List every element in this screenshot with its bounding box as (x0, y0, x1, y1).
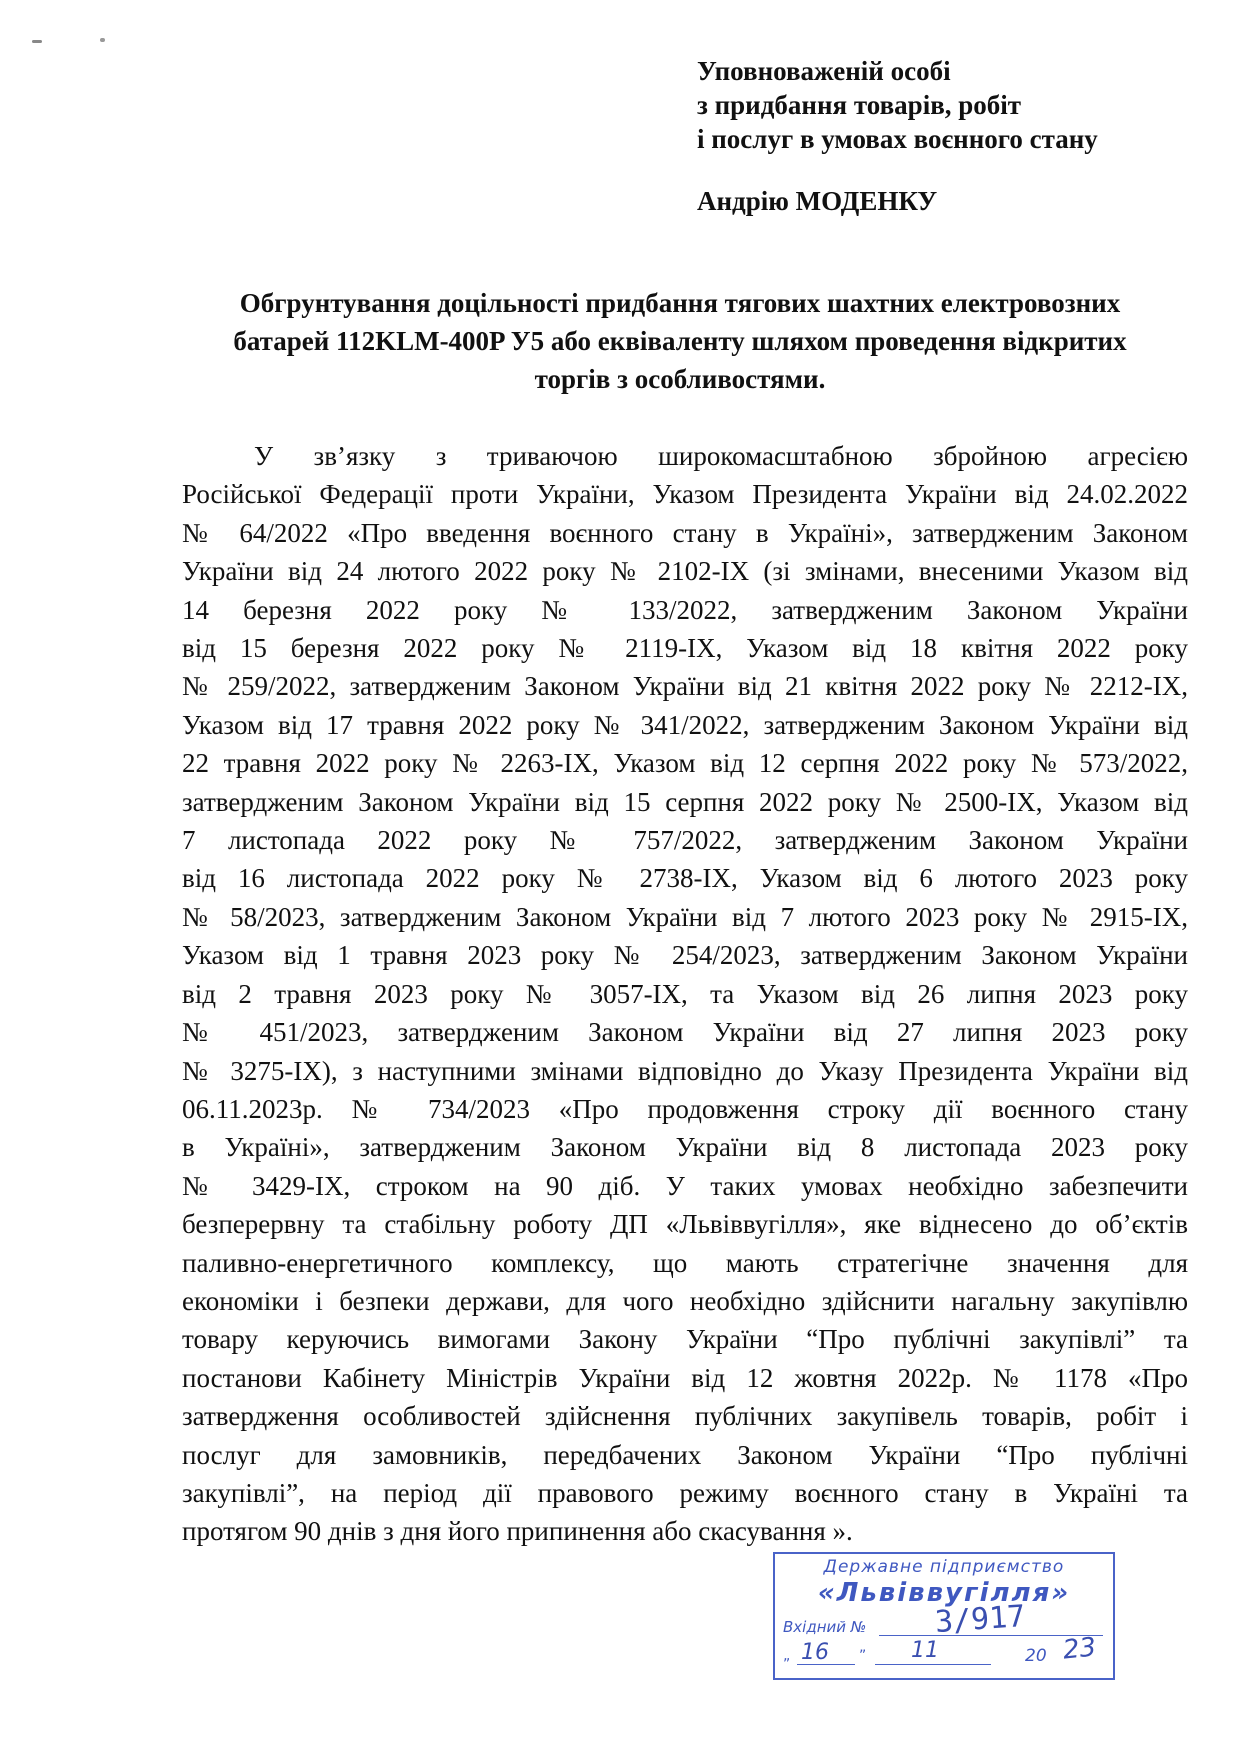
body-line: № 58/2023, затвердженим Законом України від 7 лютого 2023 року № 2915-IX, (182, 901, 1188, 932)
stamp-quote-open: „ (783, 1648, 791, 1664)
body-line: від 2 травня 2023 року № 3057-IX, та Указом від 26 липня 2023 року (182, 978, 1188, 1009)
body-line: протягом 90 днів з дня його припинення або скасування ». (182, 1516, 853, 1547)
stamp-company: «Львіввугілля» (817, 1578, 1071, 1608)
stamp-day: 16 (801, 1640, 829, 1665)
addressee-line: Уповноваженій особі (697, 56, 951, 86)
stamp-month: 11 (911, 1638, 939, 1663)
scan-artifact (100, 38, 105, 42)
body-line: економіки і безпеки держави, для чого необхідно здійснити нагальну закупівлю (182, 1285, 1188, 1316)
body-line: № 451/2023, затвердженим Законом України від 27 липня 2023 року (182, 1017, 1188, 1048)
body-line: 06.11.2023р. № 734/2023 «Про продовження строку дії воєнного стану (182, 1093, 1188, 1124)
body-line: від 16 листопада 2022 року № 2738-IX, Указом від 6 лютого 2023 року (182, 863, 1188, 894)
body-line: закупівлі”, на період дії правового режиму воєнного стану в Україні та (182, 1477, 1188, 1508)
body-line: № 259/2022, затвердженим Законом України від 21 квітня 2022 року № 2212-IX, (182, 671, 1188, 702)
body-line: № 3429-IX, строком на 90 діб. У таких умовах необхідно забезпечити (182, 1170, 1188, 1201)
stamp-incoming-label: Вхідний № (783, 1618, 867, 1636)
stamp-year-suffix: 23 (1061, 1632, 1098, 1666)
body-line: 14 березня 2022 року № 133/2022, затвердженим Законом України (182, 594, 1188, 625)
body-line: № 64/2022 «Про введення воєнного стану в Україні», затвердженим Законом (182, 517, 1188, 548)
body-line: України від 24 лютого 2022 року № 2102-IX (зі змінами, внесеними Указом від (182, 556, 1188, 587)
addressee-line: і послуг в умовах воєнного стану (697, 124, 1098, 154)
subject-line: торгів з особливостями. (534, 364, 826, 394)
body-line: У зв’язку з триваючою широкомасштабною збройною агресією (254, 441, 1188, 471)
body-line: послуг для замовників, передбачених Законом України “Про публічні (182, 1439, 1188, 1470)
body-line: Указом від 17 травня 2022 року № 341/2022, затвердженим Законом України від (182, 709, 1188, 740)
body-paragraph (182, 437, 1188, 1551)
stamp-day-line (797, 1664, 855, 1665)
body-line: товару керуючись вимогами Закону України “Про публічні закупівлі” та (182, 1324, 1188, 1355)
subject-line: батарей 112KLM-400P У5 або еквіваленту шляхом проведення відкритих (233, 326, 1127, 356)
body-line: постанови Кабінету Міністрів України від 12 жовтня 2022р. № 1178 «Про (182, 1362, 1188, 1393)
body-line: затвердження особливостей здійснення публічних закупівель товарів, робіт і (182, 1401, 1188, 1432)
body-line: затвердженим Законом України від 15 серпня 2022 року № 2500-IX, Указом від (182, 786, 1188, 817)
stamp-quote-close: ” (859, 1648, 867, 1664)
body-line: Указом від 1 травня 2023 року № 254/2023, затвердженим Законом України (182, 940, 1188, 971)
body-line: від 15 березня 2022 року № 2119-IX, Указом від 18 квітня 2022 року (182, 633, 1188, 664)
body-line: в Україні», затвердженим Законом України від 8 листопада 2023 року (182, 1132, 1188, 1163)
stamp-year-prefix: 20 (1025, 1646, 1047, 1666)
document-subject (180, 284, 1180, 398)
body-line: 22 травня 2022 року № 2263-IX, Указом від 12 серпня 2022 року № 573/2022, (182, 748, 1188, 779)
body-line: безперервну та стабільну роботу ДП «Львіввугілля», яке віднесено до об’єктів (182, 1209, 1188, 1240)
stamp-title: Державне підприємство (823, 1557, 1065, 1577)
stamp-incoming-number: 3/917 (933, 1598, 1027, 1641)
scan-artifact (32, 40, 42, 43)
addressee-name: Андрію МОДЕНКУ (697, 186, 938, 216)
body-line: 7 листопада 2022 року № 757/2022, затвердженим Законом України (182, 825, 1188, 856)
body-line: № 3275-IX), з наступними змінами відповідно до Указу Президента України від (182, 1055, 1188, 1086)
body-line: Російської Федерації проти України, Указом Президента України від 24.02.2022 (182, 479, 1188, 510)
incoming-registration-stamp (773, 1552, 1115, 1680)
body-line: паливно-енергетичного комплексу, що мають стратегічне значення для (182, 1247, 1188, 1278)
subject-line: Обгрунтування доцільності придбання тягових шахтних електровозних (239, 288, 1121, 318)
addressee-block (697, 54, 1098, 218)
stamp-month-line (875, 1664, 991, 1665)
addressee-line: з придбання товарів, робіт (697, 90, 1022, 120)
